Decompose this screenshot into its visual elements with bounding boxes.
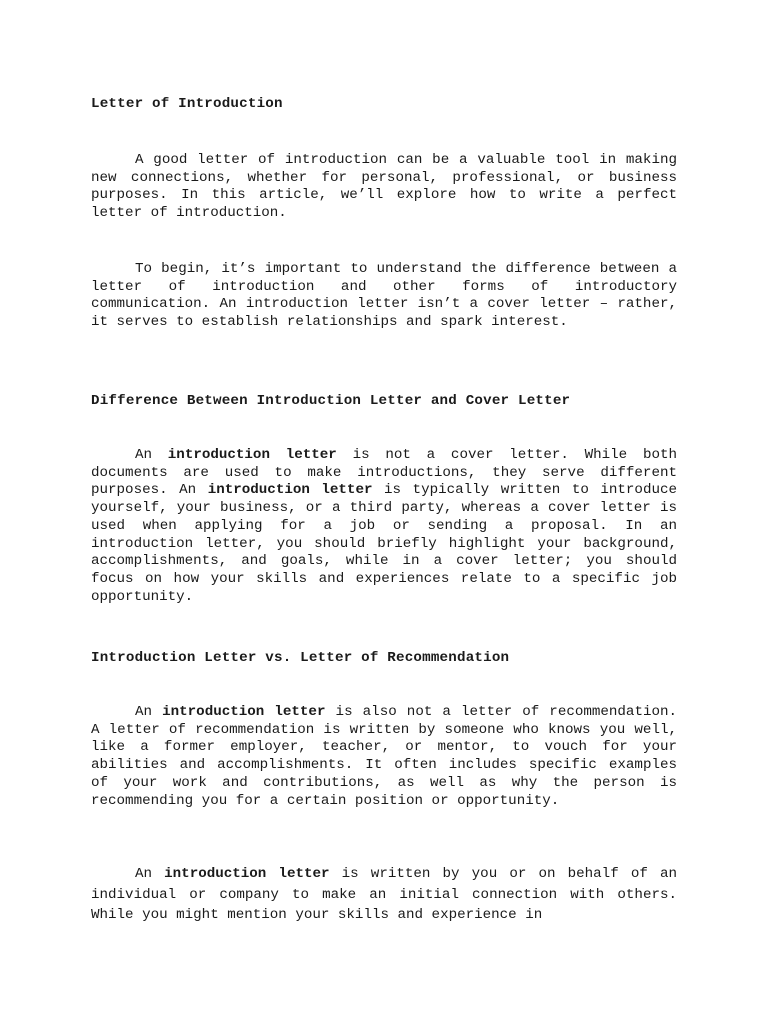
text-run: An: [135, 704, 163, 720]
bold-term: introduction letter: [167, 447, 337, 463]
text-run: is typically written to introduce yourself, your business, or a third party, whereas a cover letter is used when applying for a job or sending a proposal. In an introduction letter, you should briefly highlight your background, accomplishments, and goals, while in a cover letter; you should focus on how your skills and experiences relate to a specific job opportunity.: [91, 482, 677, 605]
document-title: Letter of Introduction: [91, 96, 283, 112]
intro-paragraph-1: A good letter of introduction can be a valuable tool in making new connections, whether for personal, professional, or business purposes. In this article, we’ll explore how to write a perfect letter of introduction.: [91, 152, 677, 222]
text-run: is also not a letter of recommendation. A letter of recommendation is written by someone who knows you well, like a former employer, teacher, or mentor, to vouch for your abilities and accomplishments. It often includes specific examples of your work and contributions, as well as why the person is recommending you for a certain position or opportunity.: [91, 704, 678, 809]
section-1-paragraph-1: [91, 447, 677, 606]
text-run: An: [135, 866, 165, 882]
section-heading-recommendation: Introduction Letter vs. Letter of Recommendation: [91, 650, 510, 666]
bold-term: introduction letter: [162, 704, 326, 720]
section-2-paragraph-2: [91, 864, 677, 926]
bold-term: introduction letter: [207, 482, 373, 499]
text-run: is not a cover letter. While both documents are used to make introductions, they serve different purposes. An: [91, 447, 677, 499]
bold-term: introduction letter: [164, 866, 330, 882]
intro-paragraph-2: To begin, it’s important to understand the difference between a letter of introduction and other forms of introductory communication. An introduction letter isn’t a cover letter – rather, it serves to establish relationships and spark interest.: [91, 261, 677, 331]
section-heading-cover-letter: Difference Between Introduction Letter and Cover Letter: [91, 393, 571, 409]
text-run: is written by you or on behalf of an individual or company to make an initial connection with others. While you might mention your skills and experience in: [91, 866, 678, 923]
section-2-paragraph-1: [91, 704, 677, 810]
text-run: An: [135, 447, 168, 463]
